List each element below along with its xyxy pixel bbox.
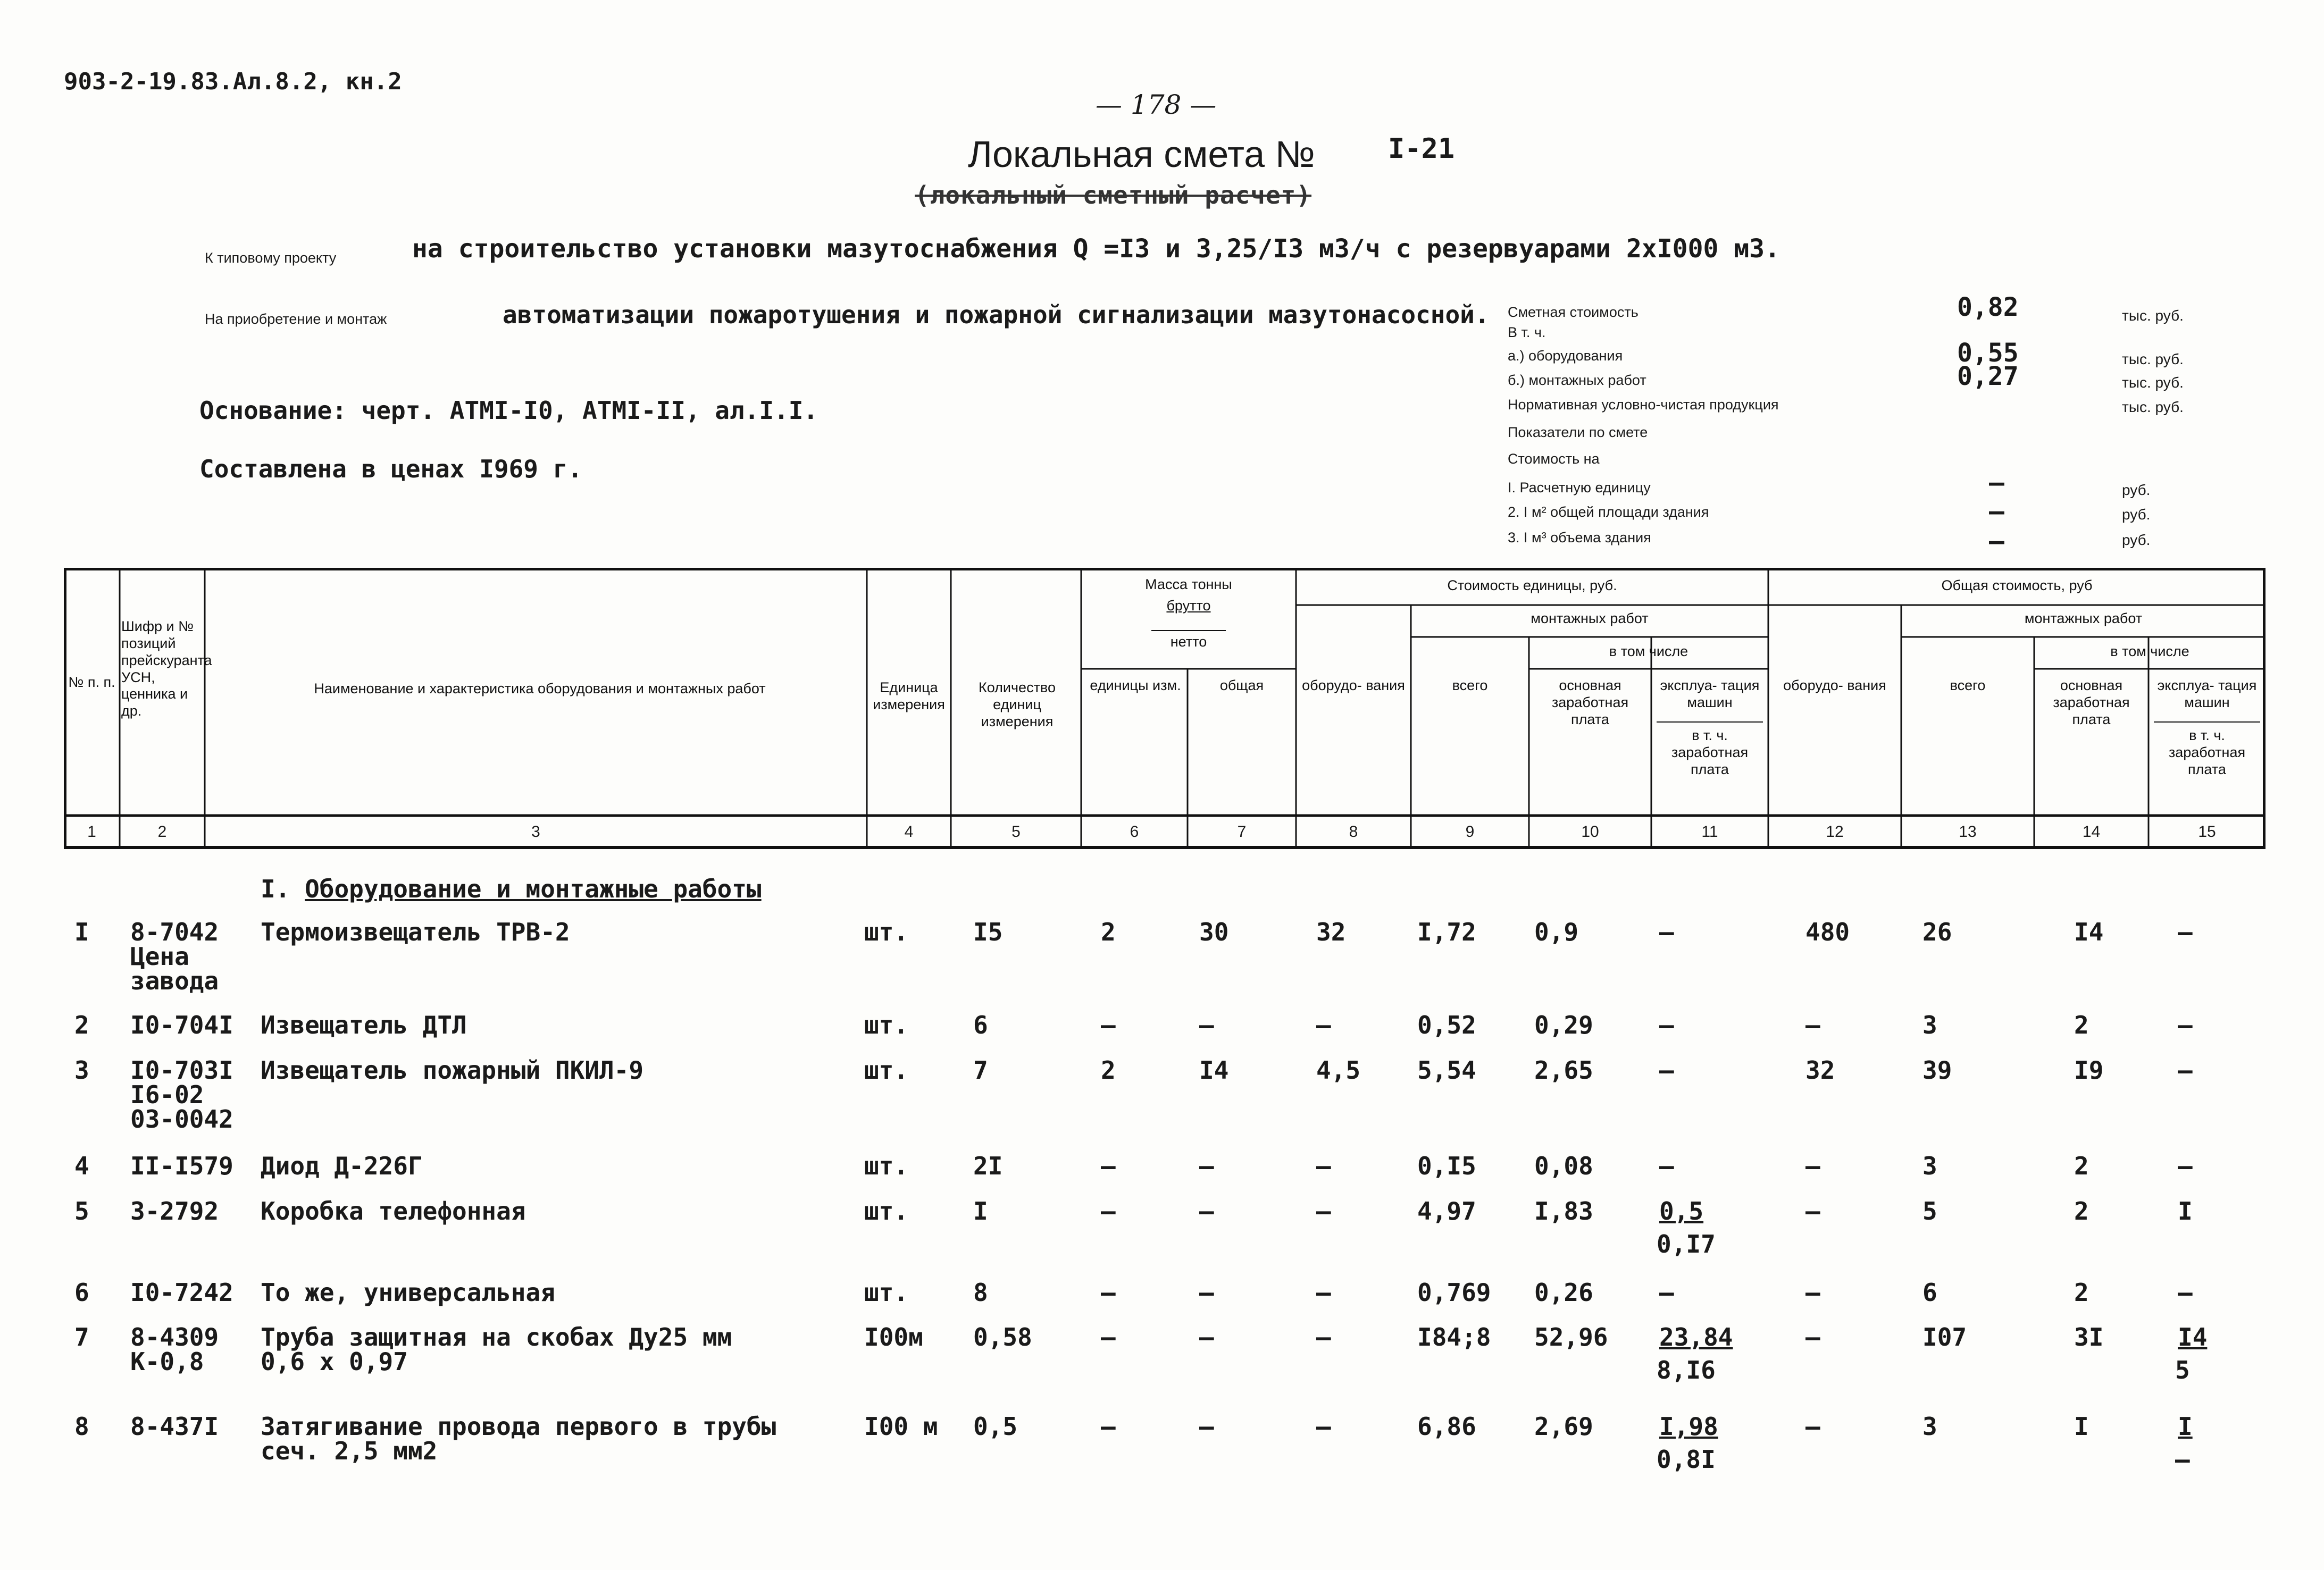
col-header-total: всего — [1950, 677, 1986, 693]
indicators-label: Показатели по смете — [1508, 424, 1648, 440]
col-number: 5 — [1011, 823, 1021, 841]
col-header-incl: в том числе — [2110, 643, 2189, 659]
row-unit-equipment: – — [1316, 1412, 1331, 1441]
unit-label: тыс. руб. — [2122, 351, 2184, 367]
row-number: 8 — [74, 1412, 89, 1441]
row-mass-total: – — [1199, 1323, 1214, 1351]
row-mass-total: 30 — [1199, 918, 1229, 946]
equipment-value: 0,55 — [1957, 338, 2019, 368]
row-total-basic-wage: I — [2074, 1412, 2089, 1441]
col-number: 4 — [904, 823, 914, 841]
row-total-install: 3 — [1922, 1412, 1937, 1441]
row-total-equipment: – — [1805, 1197, 1820, 1225]
row-mass-unit: – — [1101, 1152, 1116, 1180]
row-mass-unit: 2 — [1101, 1056, 1116, 1085]
col-header-name: Наименование и характеристика оборудования и монтажных работ — [314, 681, 766, 696]
purpose-label: На приобретение и монтаж — [205, 311, 387, 327]
row-total-machines: I — [2178, 1197, 2193, 1225]
unit-label: тыс. руб. — [2122, 307, 2184, 324]
row-code: 8-7042 Цена завода — [130, 918, 219, 995]
row-unit-basic-wage: 0,26 — [1534, 1278, 1593, 1307]
row-total-install: 39 — [1922, 1056, 1952, 1085]
row-quantity: 2I — [973, 1152, 1003, 1180]
col-number: 1 — [87, 823, 96, 841]
row-name: Диод Д-226Г — [261, 1152, 423, 1180]
row-code: I0-7242 — [130, 1278, 233, 1307]
row-quantity: 8 — [973, 1278, 988, 1307]
per-area-value: – — [1989, 497, 2004, 526]
col-header-machines-wage: в т. ч. заработная плата — [2168, 727, 2246, 777]
estimate-number: I-21 — [1388, 133, 1455, 165]
row-unit-install-total: I84;8 — [1417, 1323, 1491, 1351]
col-header-unit-cost: Стоимость единицы, руб. — [1447, 577, 1617, 593]
row-number: 4 — [74, 1152, 89, 1180]
row-name: Термоизвещатель ТРВ-2 — [261, 918, 570, 946]
col-header-mass-unit: единицы изм. — [1090, 677, 1181, 693]
row-total-basic-wage: 2 — [2074, 1152, 2089, 1180]
incl-label: В т. ч. — [1508, 324, 1546, 340]
row-total-machines: – — [2178, 1011, 2193, 1039]
to-project-label: К типовому проекту — [205, 250, 337, 266]
row-total-machines: – — [2178, 918, 2193, 946]
purpose-text: автоматизации пожаротушения и пожарной сигнализации мазутонасосной. — [503, 300, 1490, 329]
col-number: 15 — [2198, 823, 2216, 841]
row-name: Затягивание провода первого в трубы сеч. 2,5 мм2 — [261, 1412, 776, 1465]
row-unit-install-total: I,72 — [1417, 918, 1476, 946]
col-header-unit: Единица измерения — [873, 679, 945, 712]
prices-line: Составлена в ценах I969 г. — [199, 455, 583, 483]
table-header — [64, 568, 2266, 850]
page-title: Локальная смета № — [968, 133, 1315, 175]
row-unit-install-total: 5,54 — [1417, 1056, 1476, 1085]
row-total-basic-wage: 3I — [2074, 1323, 2104, 1351]
row-mass-total: – — [1199, 1152, 1214, 1180]
row-unit-install-total: 0,769 — [1417, 1278, 1491, 1307]
col-number: 9 — [1465, 823, 1475, 841]
row-total-equipment: 480 — [1805, 918, 1850, 946]
row-total-equipment: 32 — [1805, 1056, 1835, 1085]
col-header-install-works: монтажных работ — [2024, 610, 2143, 626]
row-unit-machines: – — [1659, 1056, 1674, 1085]
row-unit-basic-wage: 2,69 — [1534, 1412, 1593, 1441]
document-code: 903-2-19.83.Ал.8.2, кн.2 — [64, 68, 402, 95]
row-total-machines: I4 — [2178, 1323, 2208, 1351]
row-total-equipment: – — [1805, 1412, 1820, 1441]
row-total-basic-wage: 2 — [2074, 1278, 2089, 1307]
row-mass-total: – — [1199, 1197, 1214, 1225]
row-unit-machines: – — [1659, 918, 1674, 946]
row-total-install: 26 — [1922, 918, 1952, 946]
col-number: 2 — [157, 823, 167, 841]
row-total-install: 3 — [1922, 1152, 1937, 1180]
struck-subtitle: (локальный сметный расчет) — [915, 181, 1312, 209]
row-unit: I00 м — [864, 1412, 938, 1441]
unit-label: руб. — [2122, 482, 2151, 498]
row-name: Труба защитная на скобах Ду25 мм 0,6 х 0,97 — [261, 1323, 732, 1376]
row-total-machines: – — [2178, 1278, 2193, 1307]
col-number: 6 — [1130, 823, 1139, 841]
row-unit-equipment: – — [1316, 1197, 1331, 1225]
row-total-machines: I — [2178, 1412, 2193, 1441]
section-title-text: Оборудование и монтажные работы — [305, 875, 762, 903]
row-name: Извещатель ДТЛ — [261, 1011, 467, 1039]
row-total-machines: – — [2178, 1056, 2193, 1085]
row-unit: шт. — [864, 1197, 909, 1225]
row-code: 8-437I — [130, 1412, 219, 1441]
per-unit-label: I. Расчетную единицу — [1508, 480, 1651, 496]
col-number: 10 — [1581, 823, 1599, 841]
row-mass-total: I4 — [1199, 1056, 1229, 1085]
unit-label: тыс. руб. — [2122, 399, 2184, 415]
row-name: Извещатель пожарный ПКИЛ-9 — [261, 1056, 644, 1085]
col-number: 14 — [2082, 823, 2101, 841]
col-header-total-cost: Общая стоимость, руб — [1941, 577, 2093, 593]
row-total-machines-wage: – — [2175, 1445, 2190, 1474]
row-mass-unit: 2 — [1101, 918, 1116, 946]
col-header-machines: эксплуа- тация машин — [2157, 677, 2257, 710]
row-unit-machines: – — [1659, 1011, 1674, 1039]
installation-value: 0,27 — [1957, 362, 2019, 391]
row-number: 3 — [74, 1056, 89, 1085]
col-number: 8 — [1349, 823, 1358, 841]
col-number: 11 — [1701, 823, 1718, 841]
row-unit-machines-wage: 0,8I — [1657, 1445, 1716, 1474]
row-total-install: 3 — [1922, 1011, 1937, 1039]
row-mass-unit: – — [1101, 1278, 1116, 1307]
row-unit-machines-wage: 8,I6 — [1657, 1356, 1716, 1384]
row-total-basic-wage: I9 — [2074, 1056, 2104, 1085]
normative-label: Нормативная условно-чистая продукция — [1508, 397, 1779, 413]
row-unit: шт. — [864, 1056, 909, 1085]
row-total-equipment: – — [1805, 1278, 1820, 1307]
row-total-machines-wage: 5 — [2175, 1356, 2190, 1384]
row-code: 8-4309 К-0,8 — [130, 1323, 219, 1376]
row-code: 3-2792 — [130, 1197, 219, 1225]
col-number: 3 — [531, 823, 540, 841]
row-mass-unit: – — [1101, 1323, 1116, 1351]
col-header-equipment: оборудо- вания — [1302, 677, 1405, 693]
row-mass-unit: – — [1101, 1011, 1116, 1039]
unit-label: руб. — [2122, 506, 2151, 523]
row-mass-total: – — [1199, 1412, 1214, 1441]
col-header-equipment: оборудо- вания — [1783, 677, 1886, 693]
row-unit-basic-wage: 52,96 — [1534, 1323, 1608, 1351]
row-quantity: 6 — [973, 1011, 988, 1039]
row-unit: шт. — [864, 1278, 909, 1307]
row-number: 2 — [74, 1011, 89, 1039]
row-mass-unit: – — [1101, 1197, 1116, 1225]
row-unit-equipment: – — [1316, 1011, 1331, 1039]
per-area-label: 2. I м² общей площади здания — [1508, 504, 1709, 520]
equipment-label: а.) оборудования — [1508, 348, 1623, 364]
col-number: 7 — [1237, 823, 1247, 841]
row-unit-install-total: 0,I5 — [1417, 1152, 1476, 1180]
col-header-install-works: монтажных работ — [1531, 610, 1649, 626]
col-header-incl: в том числе — [1609, 643, 1688, 659]
row-unit-install-total: 0,52 — [1417, 1011, 1476, 1039]
row-unit-equipment: – — [1316, 1278, 1331, 1307]
row-total-install: 6 — [1922, 1278, 1937, 1307]
row-code: II-I579 — [130, 1152, 233, 1180]
row-total-basic-wage: 2 — [2074, 1011, 2089, 1039]
unit-label: руб. — [2122, 532, 2151, 548]
row-name: Коробка телефонная — [261, 1197, 526, 1225]
section-title — [261, 875, 762, 903]
row-unit-machines: I,98 — [1659, 1412, 1718, 1441]
row-unit-equipment: 32 — [1316, 918, 1346, 946]
row-total-equipment: – — [1805, 1152, 1820, 1180]
row-unit-install-total: 6,86 — [1417, 1412, 1476, 1441]
row-mass-total: – — [1199, 1278, 1214, 1307]
row-unit-machines: 0,5 — [1659, 1197, 1704, 1225]
row-unit-machines: 23,84 — [1659, 1323, 1733, 1351]
col-header-mass-brutto: брутто — [1166, 598, 1211, 614]
row-unit-equipment: – — [1316, 1323, 1331, 1351]
col-header-mass: Масса тонны — [1145, 576, 1232, 592]
row-number: 5 — [74, 1197, 89, 1225]
row-unit: шт. — [864, 918, 909, 946]
row-unit-equipment: 4,5 — [1316, 1056, 1361, 1085]
section-number: I. — [261, 875, 290, 903]
per-unit-value: – — [1989, 468, 2004, 498]
col-header-machines: эксплуа- тация машин — [1660, 677, 1760, 710]
row-unit-basic-wage: 0,29 — [1534, 1011, 1593, 1039]
row-quantity: 0,5 — [973, 1412, 1018, 1441]
row-mass-total: – — [1199, 1011, 1214, 1039]
row-unit-basic-wage: 0,08 — [1534, 1152, 1593, 1180]
row-number: 7 — [74, 1323, 89, 1351]
row-total-install: I07 — [1922, 1323, 1967, 1351]
estimated-cost-value: 0,82 — [1957, 292, 2019, 322]
row-code: I0-704I — [130, 1011, 233, 1039]
col-header-mass-netto: нетто — [1170, 634, 1207, 650]
row-quantity: 0,58 — [973, 1323, 1032, 1351]
cost-per-label: Стоимость на — [1508, 451, 1600, 467]
row-unit-basic-wage: 2,65 — [1534, 1056, 1593, 1085]
col-number: 13 — [1959, 823, 1977, 841]
row-unit-machines: – — [1659, 1278, 1674, 1307]
unit-label: тыс. руб. — [2122, 374, 2184, 391]
col-number: 12 — [1826, 823, 1844, 841]
row-total-equipment: – — [1805, 1323, 1820, 1351]
row-total-equipment: – — [1805, 1011, 1820, 1039]
col-header-code: Шифр и № позиций прейскуранта УСН, ценника и др. — [121, 618, 212, 719]
row-total-install: 5 — [1922, 1197, 1937, 1225]
col-header-mass-total: общая — [1219, 677, 1264, 693]
row-total-machines: – — [2178, 1152, 2193, 1180]
row-unit-basic-wage: I,83 — [1534, 1197, 1593, 1225]
row-unit: шт. — [864, 1152, 909, 1180]
row-unit: I00м — [864, 1323, 923, 1351]
page-number: — 178 — — [1096, 89, 1217, 120]
row-quantity: I — [973, 1197, 988, 1225]
row-mass-unit: – — [1101, 1412, 1116, 1441]
row-unit-machines-wage: 0,I7 — [1657, 1230, 1716, 1258]
basis-line: Основание: черт. АТМI-I0, АТМI-II, ал.I.I. — [199, 396, 818, 425]
to-project-text: на строительство установки мазутоснабжения Q =I3 и 3,25/I3 м3/ч с резервуарами 2хI000 м3. — [412, 234, 1780, 264]
col-header-basic-wage: основная заработная плата — [1551, 677, 1629, 727]
row-unit-equipment: – — [1316, 1152, 1331, 1180]
row-unit-install-total: 4,97 — [1417, 1197, 1476, 1225]
row-unit-machines: – — [1659, 1152, 1674, 1180]
row-code: I0-703I I6-02 03-0042 — [130, 1056, 233, 1134]
row-total-basic-wage: I4 — [2074, 918, 2104, 946]
per-volume-value: – — [1989, 526, 2004, 556]
row-unit-basic-wage: 0,9 — [1534, 918, 1579, 946]
estimated-cost-label: Сметная стоимость — [1508, 304, 1638, 320]
col-header-qty: Количество единиц измерения — [979, 679, 1056, 729]
row-unit: шт. — [864, 1011, 909, 1039]
row-quantity: I5 — [973, 918, 1003, 946]
col-header-num: № п. п. — [68, 674, 115, 690]
installation-label: б.) монтажных работ — [1508, 372, 1646, 388]
row-name: То же, универсальная — [261, 1278, 555, 1307]
per-volume-label: 3. I м³ объема здания — [1508, 530, 1651, 545]
row-number: 6 — [74, 1278, 89, 1307]
row-number: I — [74, 918, 89, 946]
col-header-total: всего — [1452, 677, 1488, 693]
col-header-machines-wage: в т. ч. заработная плата — [1671, 727, 1749, 777]
row-quantity: 7 — [973, 1056, 988, 1085]
row-total-basic-wage: 2 — [2074, 1197, 2089, 1225]
col-header-basic-wage: основная заработная плата — [2053, 677, 2130, 727]
